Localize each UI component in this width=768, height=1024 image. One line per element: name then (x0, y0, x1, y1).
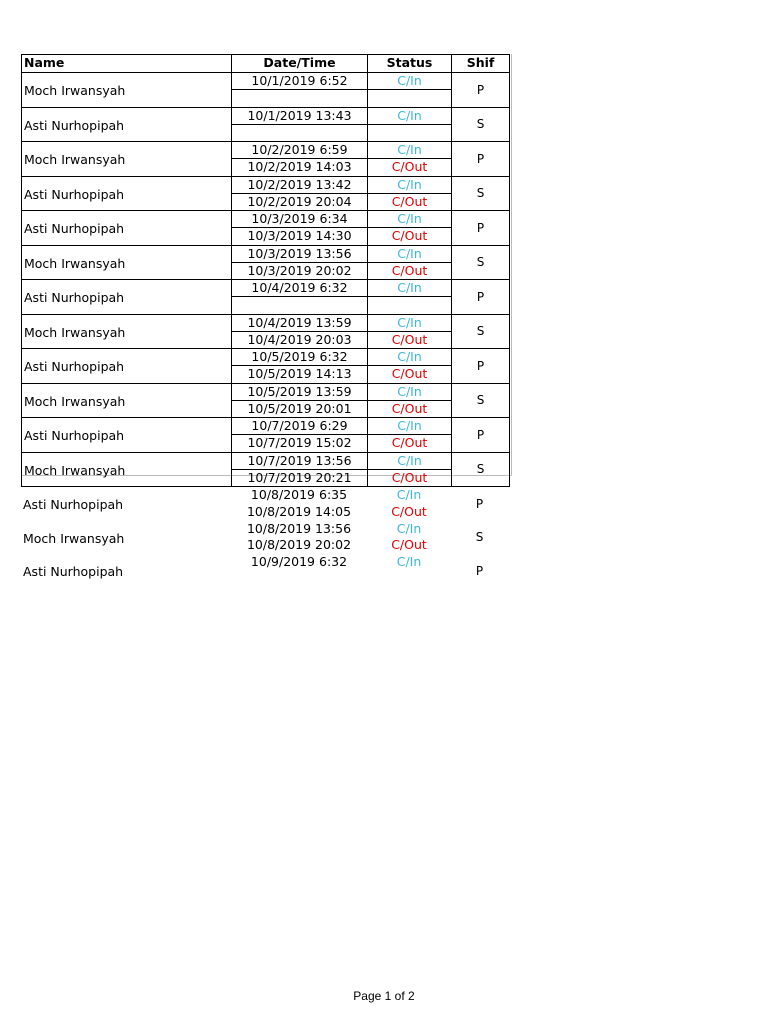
datetime-cell-group (232, 349, 368, 383)
table-body (21, 72, 510, 588)
datetime-cell: 10/5/2019 13:59 (232, 384, 367, 401)
status-in-label: C/In (368, 73, 451, 90)
employee-name: Moch Irwansyah (22, 142, 232, 176)
datetime-cell: 10/3/2019 6:34 (232, 211, 367, 228)
status-out-label: C/Out (391, 366, 428, 382)
datetime-cell (232, 297, 367, 313)
shift-code: S (476, 393, 485, 408)
status-cell-group (368, 280, 452, 314)
shift-code: P (476, 427, 485, 442)
datetime-cell: 10/8/2019 6:35 (250, 487, 348, 502)
header-status: Status (368, 55, 452, 72)
employee-name: Moch Irwansyah (23, 530, 125, 546)
status-out-label: C/Out (391, 193, 428, 209)
datetime-cell: 10/2/2019 6:59 (232, 142, 367, 159)
table-row (21, 107, 510, 142)
table-header-row (21, 54, 510, 72)
shift-code: P (476, 289, 485, 304)
shift-code: P (476, 358, 485, 373)
status-out-label: C/Out (391, 469, 428, 485)
table-row (21, 72, 510, 107)
datetime-cell: 10/1/2019 13:43 (232, 108, 367, 125)
employee-name: Asti Nurhopipah (22, 349, 232, 383)
shift-code: S (476, 462, 485, 477)
status-out-label: C/Out (391, 400, 428, 416)
status-in-label: C/In (396, 554, 422, 569)
status-in-label: C/In (368, 142, 451, 159)
shift-code: P (475, 496, 484, 511)
datetime-cell: 10/4/2019 20:03 (247, 331, 352, 347)
status-in-label: C/In (368, 453, 451, 470)
employee-name: Moch Irwansyah (22, 246, 232, 280)
datetime-cell: 10/7/2019 15:02 (247, 435, 352, 451)
table-row (21, 279, 510, 314)
employee-name: Asti Nurhopipah (22, 211, 232, 245)
table-row (21, 141, 510, 176)
status-out-label: C/Out (391, 537, 427, 552)
table-row (21, 176, 510, 211)
status-cell-group (367, 487, 451, 521)
datetime-cell-group (231, 554, 367, 588)
table-row (21, 383, 510, 418)
employee-name: Asti Nurhopipah (22, 177, 232, 211)
datetime-cell-group (232, 73, 368, 107)
status-in-label: C/In (368, 211, 451, 228)
status-in-label: C/In (396, 520, 422, 536)
status-cell-group (368, 349, 452, 383)
status-out-label: C/Out (391, 503, 427, 519)
status-in-label: C/In (396, 487, 422, 502)
status-out-label: C/Out (391, 331, 428, 347)
datetime-cell-group (232, 246, 368, 280)
datetime-cell-group (232, 142, 368, 176)
status-in-label: C/In (368, 384, 451, 401)
datetime-cell: 10/3/2019 20:02 (247, 262, 352, 278)
datetime-cell: 10/2/2019 20:04 (247, 193, 352, 209)
status-cell-group (368, 453, 452, 487)
datetime-cell: 10/2/2019 13:42 (232, 177, 367, 194)
datetime-cell: 10/7/2019 13:56 (232, 453, 367, 470)
shift-code: P (476, 220, 485, 235)
datetime-cell-group (232, 315, 368, 349)
status-cell (368, 90, 451, 106)
datetime-cell (232, 90, 367, 106)
employee-name: Moch Irwansyah (22, 315, 232, 349)
employee-name: Asti Nurhopipah (23, 497, 124, 513)
status-out-label: C/Out (391, 262, 428, 278)
shift-code: S (476, 117, 485, 132)
datetime-cell: 10/9/2019 6:32 (250, 554, 348, 569)
datetime-cell: 10/2/2019 14:03 (247, 159, 352, 175)
status-in-label: C/In (368, 108, 451, 125)
employee-name: Moch Irwansyah (22, 453, 232, 487)
header-shift: Shif (466, 55, 495, 70)
status-in-label: C/In (368, 315, 451, 332)
attendance-table (21, 54, 510, 588)
datetime-cell-group (232, 211, 368, 245)
table-row (21, 417, 510, 452)
status-cell-group (367, 521, 451, 555)
datetime-cell-group (232, 108, 368, 142)
employee-name: Asti Nurhopipah (23, 564, 124, 580)
datetime-cell: 10/5/2019 20:01 (247, 400, 352, 416)
status-out-label: C/Out (391, 228, 428, 244)
status-in-label: C/In (368, 418, 451, 435)
status-cell (368, 125, 451, 141)
table-row (21, 245, 510, 280)
shift-code: S (476, 324, 485, 339)
datetime-cell: 10/5/2019 6:32 (232, 349, 367, 366)
header-datetime: Date/Time (232, 55, 368, 72)
datetime-cell: 10/7/2019 20:21 (247, 469, 352, 485)
datetime-cell: 10/3/2019 14:30 (247, 228, 352, 244)
employee-name: Asti Nurhopipah (22, 108, 232, 142)
employee-name: Asti Nurhopipah (22, 280, 232, 314)
status-cell-group (368, 211, 452, 245)
datetime-cell: 10/8/2019 14:05 (246, 503, 352, 519)
shift-code: P (475, 563, 484, 578)
datetime-cell: 10/8/2019 13:56 (246, 520, 352, 536)
datetime-cell (231, 571, 367, 588)
datetime-cell: 10/5/2019 14:13 (247, 366, 352, 382)
status-cell-group (368, 177, 452, 211)
table-row (21, 452, 510, 488)
table-row (21, 348, 510, 383)
datetime-cell-group (232, 384, 368, 418)
status-in-label: C/In (368, 246, 451, 263)
datetime-cell: 10/3/2019 13:56 (232, 246, 367, 263)
shift-code: S (476, 255, 485, 270)
shift-code: P (476, 151, 485, 166)
page-number: Page 1 of 2 (353, 989, 415, 1003)
shift-code: S (475, 530, 484, 545)
datetime-cell-group (232, 177, 368, 211)
table-row (21, 210, 510, 245)
status-in-label: C/In (368, 177, 451, 194)
datetime-cell (232, 125, 367, 141)
header-name: Name (22, 55, 232, 72)
datetime-cell-group (231, 521, 367, 555)
status-cell-group (367, 554, 451, 588)
datetime-cell: 10/7/2019 6:29 (232, 418, 367, 435)
datetime-cell: 10/1/2019 6:52 (232, 73, 367, 90)
status-cell (367, 571, 451, 588)
employee-name: Asti Nurhopipah (22, 418, 232, 452)
datetime-cell-group (232, 280, 368, 314)
table-row (21, 521, 510, 555)
status-cell (368, 297, 451, 313)
datetime-cell: 10/8/2019 20:02 (246, 537, 352, 552)
table-row (21, 314, 510, 349)
status-cell-group (368, 246, 452, 280)
status-in-label: C/In (368, 280, 451, 297)
datetime-cell: 10/4/2019 6:32 (232, 280, 367, 297)
status-cell-group (368, 73, 452, 107)
status-cell-group (368, 384, 452, 418)
employee-name: Moch Irwansyah (22, 73, 232, 107)
datetime-cell: 10/4/2019 13:59 (232, 315, 367, 332)
status-cell-group (368, 108, 452, 142)
shift-code: P (476, 82, 485, 97)
status-in-label: C/In (368, 349, 451, 366)
status-cell-group (368, 315, 452, 349)
status-out-label: C/Out (391, 435, 428, 451)
status-cell-group (368, 418, 452, 452)
employee-name: Moch Irwansyah (22, 384, 232, 418)
table-row (21, 554, 510, 588)
status-out-label: C/Out (391, 159, 428, 175)
table-row (21, 487, 510, 521)
datetime-cell-group (232, 453, 368, 487)
datetime-cell-group (232, 418, 368, 452)
shift-code: S (476, 186, 485, 201)
status-cell-group (368, 142, 452, 176)
datetime-cell-group (231, 487, 367, 521)
